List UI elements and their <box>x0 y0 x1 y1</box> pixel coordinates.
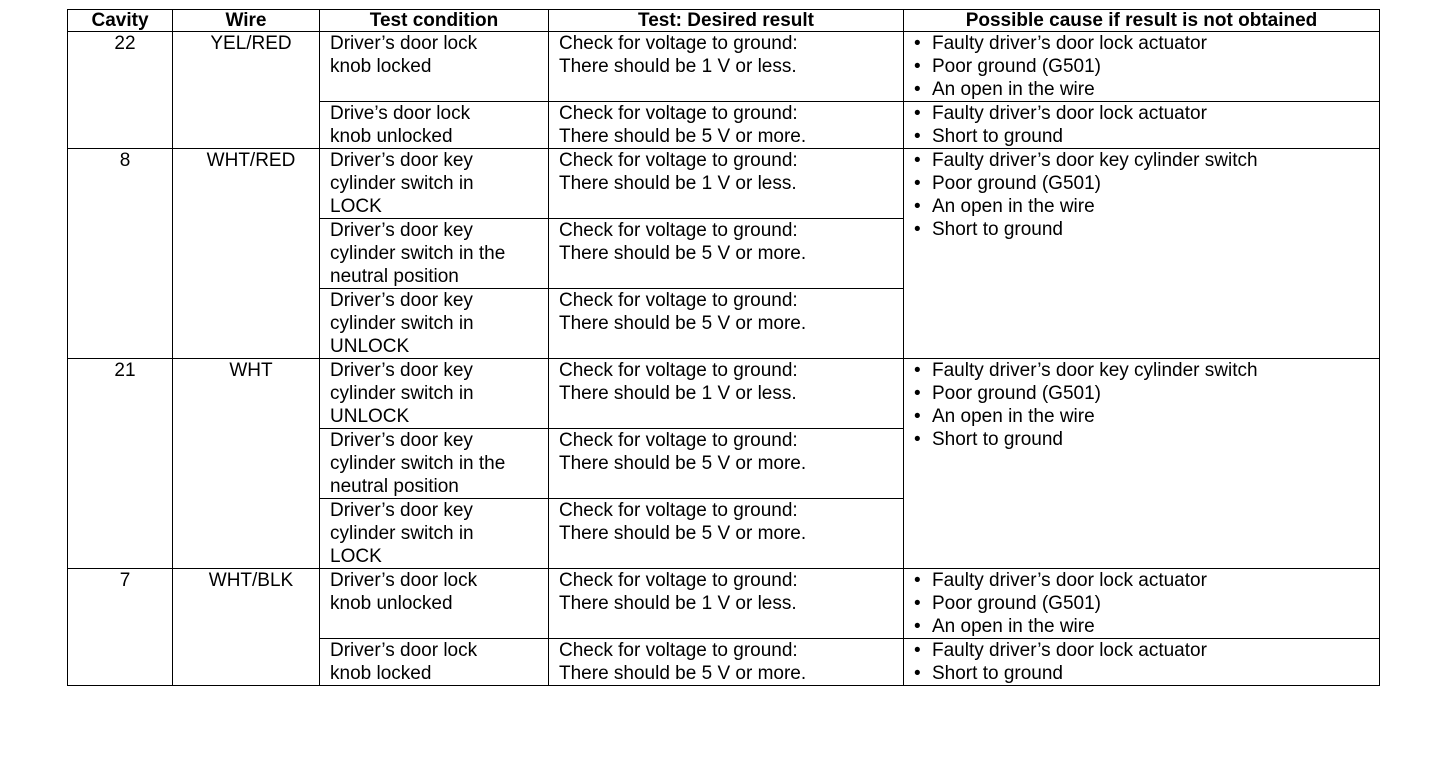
table-row <box>68 32 1380 102</box>
cause-text: Poor ground (G501) <box>932 383 1101 404</box>
result-line: Check for voltage to ground: <box>559 500 798 521</box>
cause-text: Short to ground <box>932 429 1063 450</box>
bullet-icon: • <box>914 103 921 124</box>
result-line: Check for voltage to ground: <box>559 640 798 661</box>
condition-line: Drive’s door lock <box>330 103 471 124</box>
desired-result-cell <box>549 359 904 429</box>
table-row <box>68 569 1380 639</box>
test-condition-cell <box>320 149 549 219</box>
bullet-icon: • <box>914 406 921 427</box>
cause-item <box>914 615 1379 638</box>
cause-text: Faulty driver’s door lock actuator <box>932 640 1207 661</box>
cause-item <box>914 149 1379 172</box>
desired-result-cell <box>549 639 904 686</box>
bullet-icon: • <box>914 616 921 637</box>
test-condition-cell <box>320 499 549 569</box>
cause-item <box>914 125 1379 148</box>
cause-text: Poor ground (G501) <box>932 593 1101 614</box>
condition-line: knob locked <box>330 663 432 684</box>
possible-cause-cell <box>904 149 1380 359</box>
cause-item <box>914 359 1379 382</box>
condition-line: Driver’s door key <box>330 220 473 241</box>
result-line: There should be 5 V or more. <box>559 523 807 544</box>
condition-line: Driver’s door key <box>330 150 473 171</box>
cause-item <box>914 32 1379 55</box>
cause-item <box>914 569 1379 592</box>
bullet-icon: • <box>914 33 921 54</box>
test-condition-cell <box>320 359 549 429</box>
possible-cause-cell <box>904 639 1380 686</box>
cavity-cell: 8 <box>68 149 173 359</box>
condition-line: cylinder switch in the <box>330 243 506 264</box>
header-cavity: Cavity <box>68 10 173 32</box>
cause-text: Short to ground <box>932 663 1063 684</box>
header-row <box>68 10 1380 32</box>
cause-item <box>914 662 1379 685</box>
bullet-icon: • <box>914 56 921 77</box>
cavity-cell: 7 <box>68 569 173 686</box>
result-line: Check for voltage to ground: <box>559 103 798 124</box>
cause-text: Faulty driver’s door lock actuator <box>932 570 1207 591</box>
desired-result-cell <box>549 429 904 499</box>
desired-result-cell <box>549 219 904 289</box>
cause-item <box>914 78 1379 101</box>
test-condition-cell <box>320 429 549 499</box>
possible-cause-cell <box>904 359 1380 569</box>
cause-text: An open in the wire <box>932 79 1095 100</box>
bullet-icon: • <box>914 126 921 147</box>
condition-line: cylinder switch in the <box>330 453 506 474</box>
possible-cause-cell <box>904 569 1380 639</box>
bullet-icon: • <box>914 593 921 614</box>
cause-text: An open in the wire <box>932 616 1095 637</box>
test-condition-cell <box>320 569 549 639</box>
cause-text: Faulty driver’s door key cylinder switch <box>932 360 1258 381</box>
condition-line: Driver’s door lock <box>330 640 478 661</box>
cause-text: Faulty driver’s door lock actuator <box>932 33 1207 54</box>
header-possible-cause: Possible cause if result is not obtained <box>904 10 1380 32</box>
cause-item <box>914 172 1379 195</box>
result-line: Check for voltage to ground: <box>559 220 798 241</box>
header-wire: Wire <box>173 10 320 32</box>
header-test-condition: Test condition <box>320 10 549 32</box>
result-line: There should be 5 V or more. <box>559 243 807 264</box>
condition-line: UNLOCK <box>330 336 410 357</box>
bullet-icon: • <box>914 640 921 661</box>
condition-line: cylinder switch in <box>330 173 474 194</box>
result-line: Check for voltage to ground: <box>559 430 798 451</box>
desired-result-cell <box>549 289 904 359</box>
cause-item <box>914 382 1379 405</box>
cavity-cell: 22 <box>68 32 173 149</box>
diagnostic-table-sheet <box>67 9 1380 686</box>
condition-line: knob unlocked <box>330 593 453 614</box>
result-line: There should be 1 V or less. <box>559 173 797 194</box>
condition-line: Driver’s door lock <box>330 570 478 591</box>
test-condition-cell <box>320 639 549 686</box>
bullet-icon: • <box>914 383 921 404</box>
condition-line: neutral position <box>330 476 459 497</box>
bullet-icon: • <box>914 429 921 450</box>
desired-result-cell <box>549 569 904 639</box>
result-line: Check for voltage to ground: <box>559 290 798 311</box>
condition-line: cylinder switch in <box>330 383 474 404</box>
bullet-icon: • <box>914 173 921 194</box>
condition-line: knob unlocked <box>330 126 453 147</box>
table-row <box>68 359 1380 429</box>
cause-item <box>914 55 1379 78</box>
diagnostic-table <box>67 9 1380 686</box>
result-line: There should be 5 V or more. <box>559 663 807 684</box>
cause-text: Faulty driver’s door key cylinder switch <box>932 150 1258 171</box>
wire-cell: WHT/BLK <box>173 569 320 686</box>
condition-line: Driver’s door lock <box>330 33 478 54</box>
desired-result-cell <box>549 499 904 569</box>
result-line: There should be 1 V or less. <box>559 56 797 77</box>
cause-item <box>914 405 1379 428</box>
cause-item <box>914 195 1379 218</box>
condition-line: cylinder switch in <box>330 523 474 544</box>
result-line: There should be 5 V or more. <box>559 313 807 334</box>
result-line: Check for voltage to ground: <box>559 360 798 381</box>
result-line: There should be 5 V or more. <box>559 453 807 474</box>
desired-result-cell <box>549 102 904 149</box>
wire-cell: YEL/RED <box>173 32 320 149</box>
table-row <box>68 149 1380 219</box>
wire-cell: WHT/RED <box>173 149 320 359</box>
condition-line: Driver’s door key <box>330 430 473 451</box>
bullet-icon: • <box>914 219 921 240</box>
cause-item <box>914 428 1379 451</box>
cause-text: Poor ground (G501) <box>932 173 1101 194</box>
condition-line: neutral position <box>330 266 459 287</box>
condition-line: Driver’s door key <box>330 290 473 311</box>
wire-cell: WHT <box>173 359 320 569</box>
cause-text: Short to ground <box>932 126 1063 147</box>
cause-item <box>914 218 1379 241</box>
condition-line: Driver’s door key <box>330 500 473 521</box>
bullet-icon: • <box>914 196 921 217</box>
condition-line: knob locked <box>330 56 432 77</box>
result-line: There should be 5 V or more. <box>559 126 807 147</box>
cause-item <box>914 639 1379 662</box>
cause-item <box>914 102 1379 125</box>
cause-item <box>914 592 1379 615</box>
cause-text: Poor ground (G501) <box>932 56 1101 77</box>
test-condition-cell <box>320 102 549 149</box>
result-line: There should be 1 V or less. <box>559 383 797 404</box>
result-line: Check for voltage to ground: <box>559 570 798 591</box>
cause-text: Short to ground <box>932 219 1063 240</box>
result-line: Check for voltage to ground: <box>559 150 798 171</box>
desired-result-cell <box>549 32 904 102</box>
cause-text: An open in the wire <box>932 406 1095 427</box>
condition-line: UNLOCK <box>330 406 410 427</box>
condition-line: LOCK <box>330 196 382 217</box>
result-line: There should be 1 V or less. <box>559 593 797 614</box>
bullet-icon: • <box>914 663 921 684</box>
bullet-icon: • <box>914 360 921 381</box>
condition-line: LOCK <box>330 546 382 567</box>
condition-line: Driver’s door key <box>330 360 473 381</box>
header-desired-result: Test: Desired result <box>549 10 904 32</box>
bullet-icon: • <box>914 150 921 171</box>
test-condition-cell <box>320 219 549 289</box>
bullet-icon: • <box>914 570 921 591</box>
cause-text: Faulty driver’s door lock actuator <box>932 103 1207 124</box>
cause-text: An open in the wire <box>932 196 1095 217</box>
condition-line: cylinder switch in <box>330 313 474 334</box>
desired-result-cell <box>549 149 904 219</box>
result-line: Check for voltage to ground: <box>559 33 798 54</box>
bullet-icon: • <box>914 79 921 100</box>
cavity-cell: 21 <box>68 359 173 569</box>
test-condition-cell <box>320 32 549 102</box>
possible-cause-cell <box>904 32 1380 102</box>
test-condition-cell <box>320 289 549 359</box>
possible-cause-cell <box>904 102 1380 149</box>
